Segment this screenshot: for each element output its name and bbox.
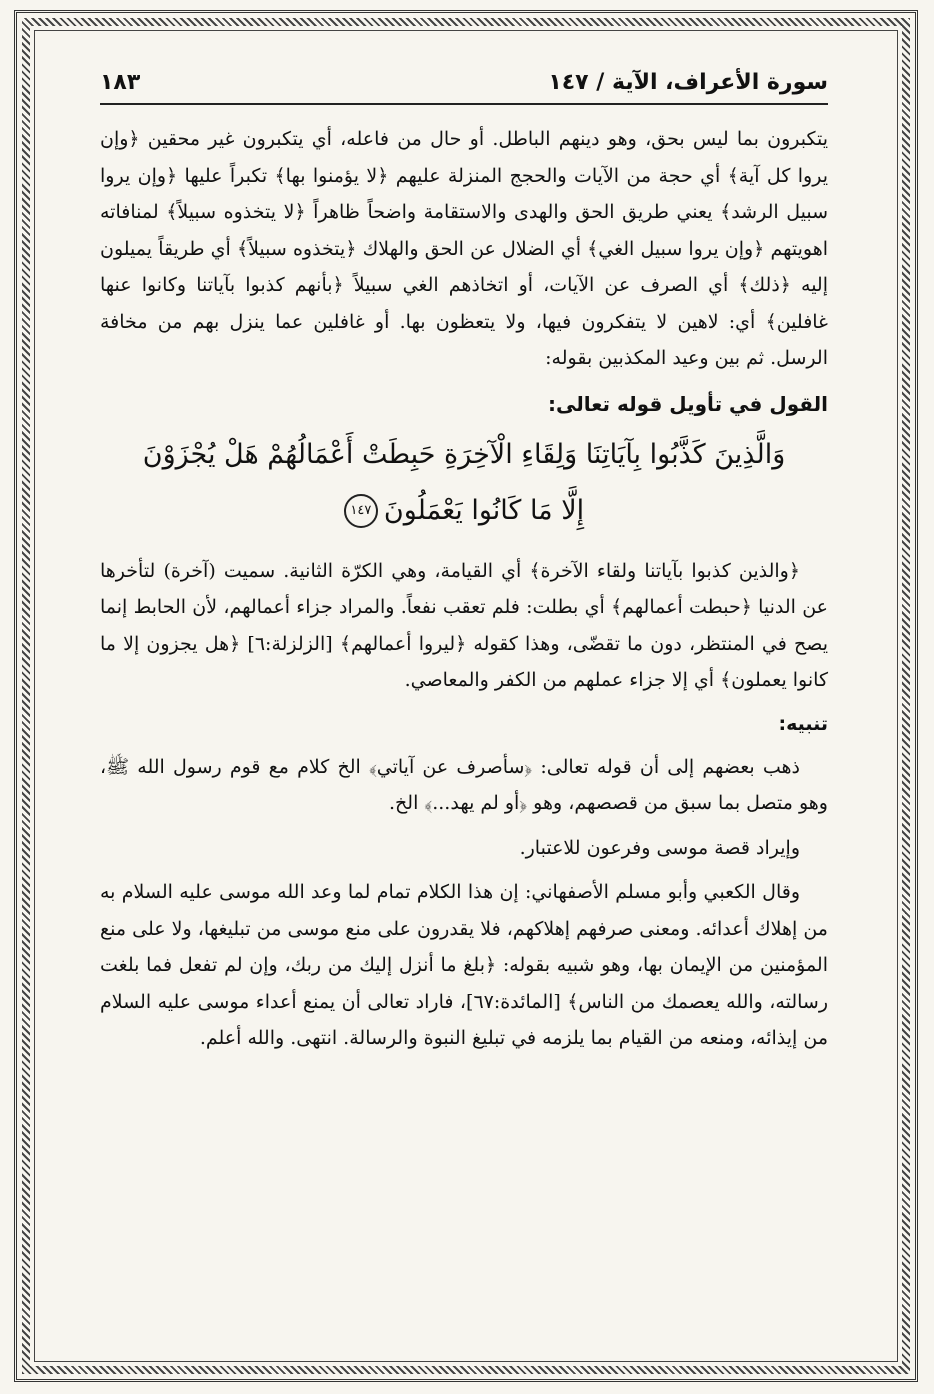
tanbih-paragraph-2: وإيراد قصة موسى وفرعون للاعتبار. — [519, 836, 800, 859]
paragraph-top: يتكبرون بما ليس بحق، وهو دينهم الباطل. أو حال من فاعله، أي يتكبرون غير محقين ﴿وإن يروا كل آية﴾ أي حجة من الآيات والحجج المنزلة عليهم ﴿لا يؤمنوا بها﴾ تكبراً عليها ﴿وإن يروا سبيل الرشد﴾ يعني طريق الحق والهدى والاستقامة واضحاً ظاهراً ﴿لا يتخذوه سبيلاً﴾ لمنافاته اهويتهم ﴿وإن يروا سبيل الغي﴾ أي الضلال عن الحق والهلاك ﴿يتخذوه سبيلاً﴾ أي طريقاً يميلون إليه ﴿ذلك﴾ أي الصرف عن الآيات، أو اتخاذهم الغي سبيلاً ﴿بأنهم كذبوا بآياتنا وكانوا عنها غافلين﴾ أي: لاهين لا يتفكرون فيها، ولا يتعظون بها. أو غافلين عما ينزل بهم من مخافة الرسل. ثم بين وعيد المكذبين بقوله: — [100, 128, 828, 369]
ayah-number-badge: ١٤٧ — [344, 494, 378, 528]
tanbih-paragraph-3: وقال الكعبي وأبو مسلم الأصفهاني: إن هذا الكلام تمام لما وعد الله موسى عليه السلام به من إهلاك أعدائه. ومعنى صرفهم إهلاكهم، فلا يقدرون على منع موسى من تبليغها، ولا على منع المؤمنين من الإيمان بها، وهو شبيه بقوله: ﴿بلغ ما أنزل إليك من ربك، وإن لم تفعل فما بلغت رسالته، والله يعصمك من الناس﴾ [المائدة:٦٧]، فاراد تعالى أن يمنع أعداء موسى عليه السلام من إيذائه، ومنعه من القيام بما يلزمه في تبليغ النبوة والرسالة. انتهى. والله أعلم. — [100, 881, 828, 1049]
book-page — [100, 70, 828, 1057]
section-heading: القول في تأويل قوله تعالى: — [548, 391, 828, 416]
tanbih-paragraph-1: ذهب بعضهم إلى أن قوله تعالى: ﴿سأصرف عن آياتي﴾ الخ كلام مع قوم رسول الله ﷺ، وهو متصل بما سبق من قصصهم، وهو ﴿أو لم يهد...﴾ الخ. — [100, 755, 828, 814]
verse-line-1: وَالَّذِينَ كَذَّبُوا بِآيَاتِنَا وَلِقَاءِ الْآخِرَةِ حَبِطَتْ أَعْمَالُهُمْ هَلْ يُجْزَوْنَ — [142, 438, 786, 470]
commentary-paragraph: ﴿والذين كذبوا بآياتنا ولقاء الآخرة﴾ أي القيامة، وهي الكرّة الثانية. سميت (آخرة) لتأخرها عن الدنيا ﴿حبطت أعمالهم﴾ أي بطلت: فلم تعقب نفعاً. والمراد جزاء أعمالهم، لأن الحابط إنما يصح في المنتظر، دون ما تقضّى، وهذا كقوله ﴿ليروا أعمالهم﴾ [الزلزلة:٦] ﴿هل يجزون إلا ما كانوا يعملون﴾ أي إلا جزاء عملهم من الكفر والمعاصي. — [100, 559, 828, 691]
verse-line-2 — [100, 483, 828, 539]
tanbih-heading: تنبيه: — [778, 712, 828, 735]
running-header — [100, 70, 828, 105]
verse-line-2-text: إِلَّا مَا كَانُوا يَعْمَلُونَ — [383, 494, 585, 526]
page-number: ١٨٣ — [100, 70, 141, 95]
chapter-title: سورة الأعراف، الآية / ١٤٧ — [548, 70, 828, 95]
